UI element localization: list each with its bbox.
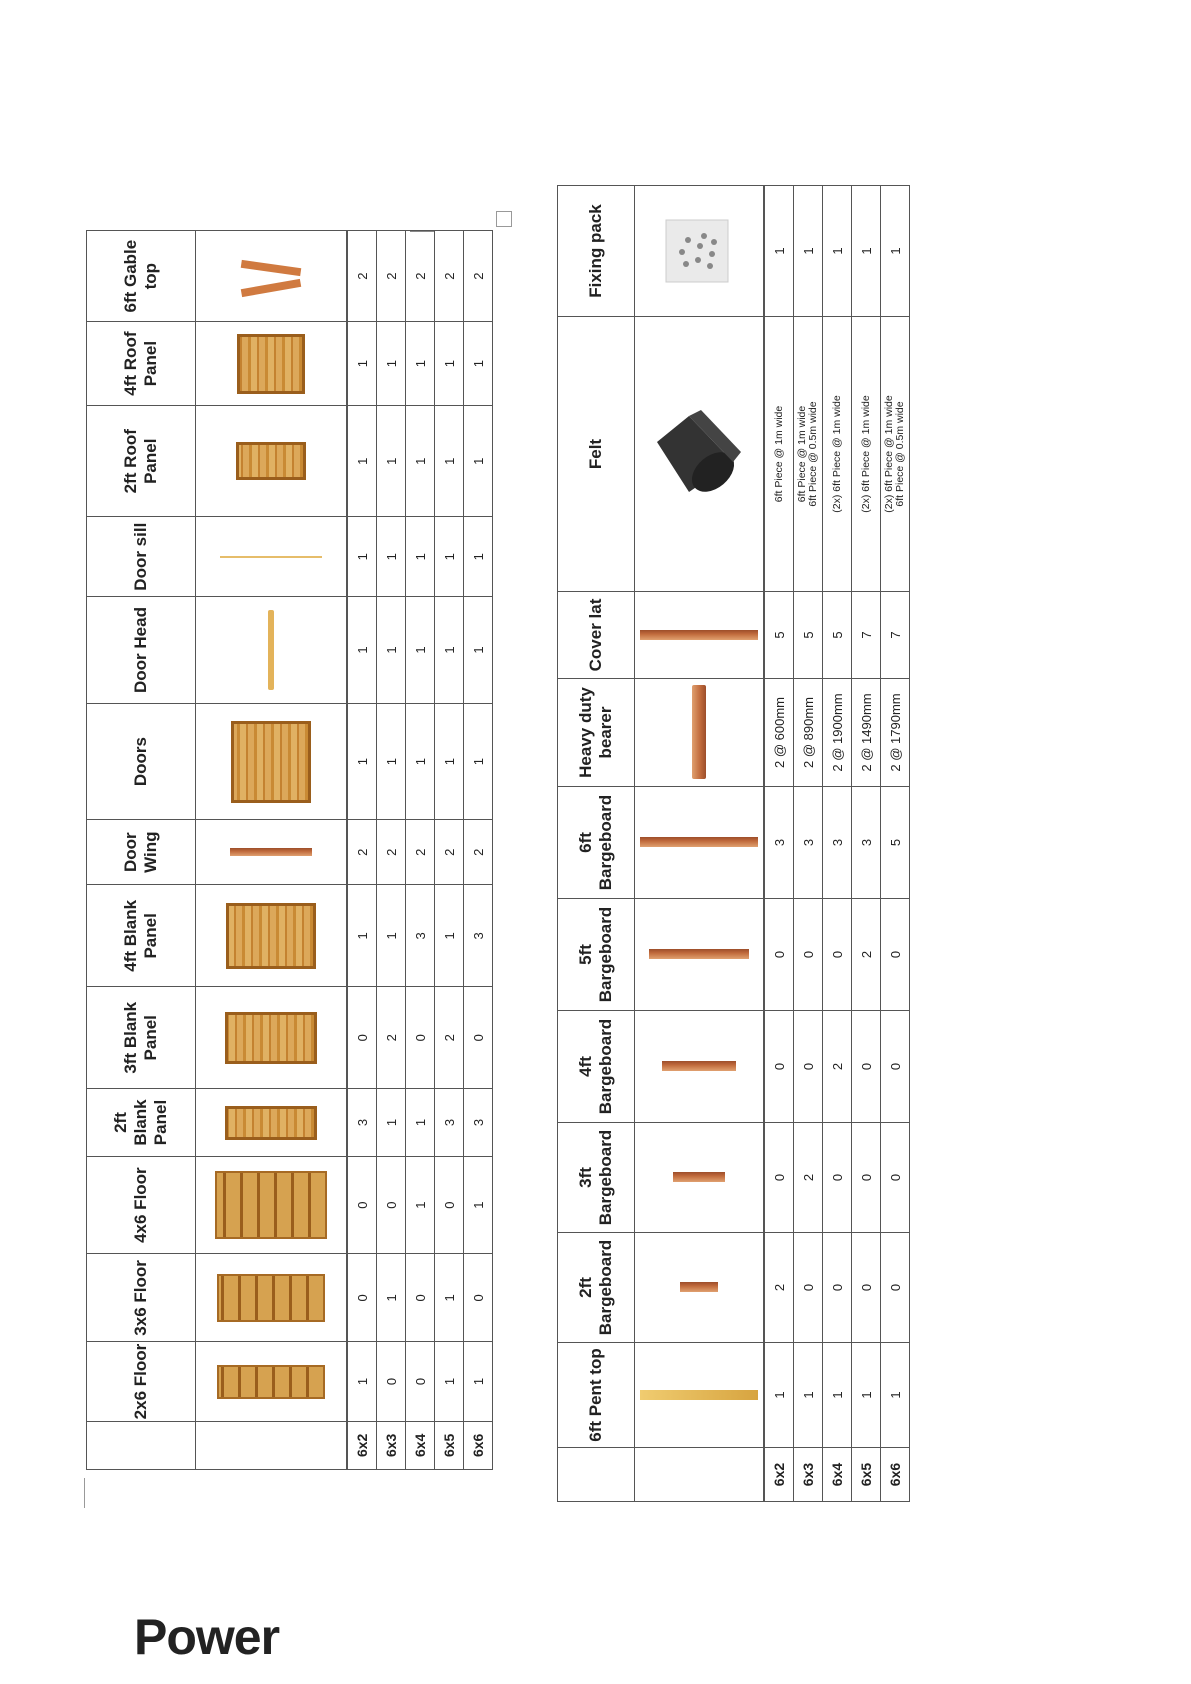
table-cell: 0 [406,1254,435,1342]
bargeboard-3ft-image [635,1123,764,1233]
checkbox-marker [496,211,512,227]
table-cell: 2 [348,231,377,322]
table-cell: 2 @ 1900mm [823,679,852,787]
table-cell: 0 [823,1123,852,1233]
table-cell: 1 [435,596,464,703]
table-cell: 1 [823,186,852,317]
table-cell: 0 [765,1011,794,1123]
table-cell: 1 [823,1343,852,1448]
table-cell: 1 [377,322,406,406]
parts-table-roof [557,186,910,1502]
table-cell: 1 [406,596,435,703]
floor-3x6-image [196,1254,347,1342]
image-row [196,231,347,1470]
floor-4x6-image [196,1156,347,1254]
table-cell: 7 [852,592,881,679]
table-row [348,231,377,1470]
column-header: 3ft Blank Panel [87,987,196,1089]
table-cell: 0 [435,1156,464,1254]
table-cell: 1 [464,405,493,517]
column-header: 6ft Pent top [558,1343,635,1448]
table-cell: 0 [794,1233,823,1343]
row-label: 6x3 [377,1421,406,1469]
column-header: 5ft Bargeboard [558,899,635,1011]
row-label: 6x4 [823,1448,852,1502]
table-cell: 0 [823,899,852,1011]
table-cell: 0 [464,1254,493,1342]
column-header: 3ft Bargeboard [558,1123,635,1233]
table-cell: 2 [435,987,464,1089]
door-head-image [196,596,347,703]
row-label: 6x5 [852,1448,881,1502]
column-header: 6ft Bargeboard [558,787,635,899]
pent-top-image [635,1343,764,1448]
column-header: 4x6 Floor [87,1156,196,1254]
column-header: Doors [87,704,196,820]
column-header: Door Head [87,596,196,703]
blank-panel-3ft-image [196,987,347,1089]
table-cell: 1 [377,517,406,596]
table-cell: 1 [406,1089,435,1157]
table-cell: 6ft Piece @ 1m wide [765,317,794,592]
table-cell: 0 [852,1233,881,1343]
column-header: 2ft Blank Panel [87,1089,196,1157]
table-cell: 5 [823,592,852,679]
table-cell: 1 [435,322,464,406]
table-cell: 1 [464,704,493,820]
table-cell: 3 [765,787,794,899]
table-cell: 1 [794,1343,823,1448]
table-cell: 3 [794,787,823,899]
table-cell: 0 [348,987,377,1089]
door-wing-image [196,819,347,884]
table-cell: 2 @ 1790mm [881,679,910,787]
table-cell: 1 [435,885,464,987]
table-cell: 1 [881,186,910,317]
table-cell: 2 [464,819,493,884]
floor-2x6-image [196,1342,347,1421]
table-cell: 0 [852,1123,881,1233]
table-cell: 1 [406,704,435,820]
empty-cell [196,1421,347,1469]
divider [84,1478,85,1508]
image-row [635,186,764,1502]
table-cell: 2 [377,231,406,322]
table-cell: 3 [464,1089,493,1157]
table-row [377,231,406,1470]
table-cell: 3 [852,787,881,899]
table-cell: 2 [823,1011,852,1123]
table-cell: 1 [435,1342,464,1421]
table-cell: 1 [435,405,464,517]
table-cell: 0 [794,1011,823,1123]
table-cell: 3 [464,885,493,987]
table-cell: 1 [435,704,464,820]
column-header: Felt [558,317,635,592]
roof-panel-2ft-image [196,405,347,517]
column-header: 2ft Bargeboard [558,1233,635,1343]
table-cell: 2 [464,231,493,322]
table-row [406,231,435,1470]
column-header: 6ft Gable top [87,231,196,322]
header-row [87,231,196,1470]
blank-panel-2ft-image [196,1089,347,1157]
row-label: 6x6 [464,1421,493,1469]
table-cell: 5 [765,592,794,679]
table-cell: 1 [464,596,493,703]
column-header: Door sill [87,517,196,596]
table-cell: 0 [881,1123,910,1233]
table-cell: 1 [406,517,435,596]
table-cell: 1 [348,1342,377,1421]
fixing-pack-icon [635,186,764,317]
table-row [881,186,910,1502]
table-cell: (2x) 6ft Piece @ 1m wide 6ft Piece @ 0.5m wide [881,317,910,592]
table-cell: 1 [435,1254,464,1342]
roof-panel-4ft-image [196,322,347,406]
row-label: 6x3 [794,1448,823,1502]
bargeboard-6ft-image [635,787,764,899]
table-cell: 1 [464,1156,493,1254]
table-cell: 2 @ 1490mm [852,679,881,787]
row-label: 6x6 [881,1448,910,1502]
column-header: 3x6 Floor [87,1254,196,1342]
column-header: Fixing pack [558,186,635,317]
row-label: 6x4 [406,1421,435,1469]
table-cell: 0 [823,1233,852,1343]
table-cell: 2 [406,231,435,322]
column-header: 4ft Roof Panel [87,322,196,406]
table-cell: 0 [852,1011,881,1123]
row-label: 6x2 [348,1421,377,1469]
gable-top-image [196,231,347,322]
row-label: 6x5 [435,1421,464,1469]
table-cell: 2 @ 600mm [765,679,794,787]
table-cell: (2x) 6ft Piece @ 1m wide [823,317,852,592]
table-cell: 1 [406,322,435,406]
power-logo: Power [134,1609,280,1665]
table-cell: 1 [464,1342,493,1421]
cover-lat-image [635,592,764,679]
table-cell: 2 @ 890mm [794,679,823,787]
table-cell: 5 [881,787,910,899]
table-cell: 1 [348,405,377,517]
table-cell: 0 [765,1123,794,1233]
table-cell: 1 [406,1156,435,1254]
table-cell: 2 [348,819,377,884]
column-header: Cover lat [558,592,635,679]
table-cell: 0 [348,1156,377,1254]
table-cell: 3 [435,1089,464,1157]
table-cell: 1 [348,885,377,987]
empty-cell [635,1448,764,1502]
table-cell: 2 [435,231,464,322]
table-cell: 7 [881,592,910,679]
table-cell: 0 [377,1156,406,1254]
table-cell: (2x) 6ft Piece @ 1m wide [852,317,881,592]
table-cell: 0 [794,899,823,1011]
header-row [558,186,635,1502]
table-cell: 2 [377,819,406,884]
table-cell: 1 [765,1343,794,1448]
column-header: 2ft Roof Panel [87,405,196,517]
table-cell: 1 [348,322,377,406]
table-cell: 1 [377,704,406,820]
column-header: 4ft Bargeboard [558,1011,635,1123]
table-cell: 3 [406,885,435,987]
table-cell: 1 [377,1089,406,1157]
table-row [823,186,852,1502]
felt-roll-icon [635,317,764,592]
table-cell: 1 [852,1343,881,1448]
table-cell: 1 [348,704,377,820]
table-cell: 1 [348,596,377,703]
table-cell: 3 [348,1089,377,1157]
blank-panel-4ft-image [196,885,347,987]
bargeboard-5ft-image [635,899,764,1011]
table-cell: 1 [765,186,794,317]
table-cell: 0 [881,899,910,1011]
table-row [765,186,794,1502]
column-header: 4ft Blank Panel [87,885,196,987]
table-cell: 5 [794,592,823,679]
column-header: Heavy duty bearer [558,679,635,787]
doors-image [196,704,347,820]
parts-table-panels [86,230,493,1470]
table-cell: 1 [377,885,406,987]
table-cell: 1 [852,186,881,317]
table-cell: 1 [377,1254,406,1342]
table-cell: 2 [435,819,464,884]
table-cell: 2 [765,1233,794,1343]
table-cell: 1 [348,517,377,596]
table-cell: 2 [406,819,435,884]
table-row [852,186,881,1502]
column-header [558,1448,635,1502]
bargeboard-2ft-image [635,1233,764,1343]
table-cell: 1 [377,596,406,703]
table-cell: 2 [794,1123,823,1233]
table-row [794,186,823,1502]
table-cell: 0 [406,987,435,1089]
table-cell: 0 [406,1342,435,1421]
table-cell: 2 [377,987,406,1089]
column-header: Door Wing [87,819,196,884]
table-cell: 0 [464,987,493,1089]
table-row [464,231,493,1470]
table-cell: 1 [464,322,493,406]
door-sill-image [196,517,347,596]
table-cell: 1 [377,405,406,517]
table-cell: 1 [464,517,493,596]
row-label: 6x2 [765,1448,794,1502]
table-cell: 6ft Piece @ 1m wide 6ft Piece @ 0.5m wide [794,317,823,592]
table-cell: 0 [765,899,794,1011]
table-cell: 1 [435,517,464,596]
table-cell: 1 [794,186,823,317]
table-cell: 1 [881,1343,910,1448]
table-cell: 2 [852,899,881,1011]
table-cell: 0 [881,1011,910,1123]
table-cell: 0 [377,1342,406,1421]
table-cell: 0 [348,1254,377,1342]
table-cell: 0 [881,1233,910,1343]
column-header [87,1421,196,1469]
bargeboard-4ft-image [635,1011,764,1123]
bearer-image [635,679,764,787]
table-row [435,231,464,1470]
table-cell: 3 [823,787,852,899]
table-cell: 1 [406,405,435,517]
column-header: 2x6 Floor [87,1342,196,1421]
